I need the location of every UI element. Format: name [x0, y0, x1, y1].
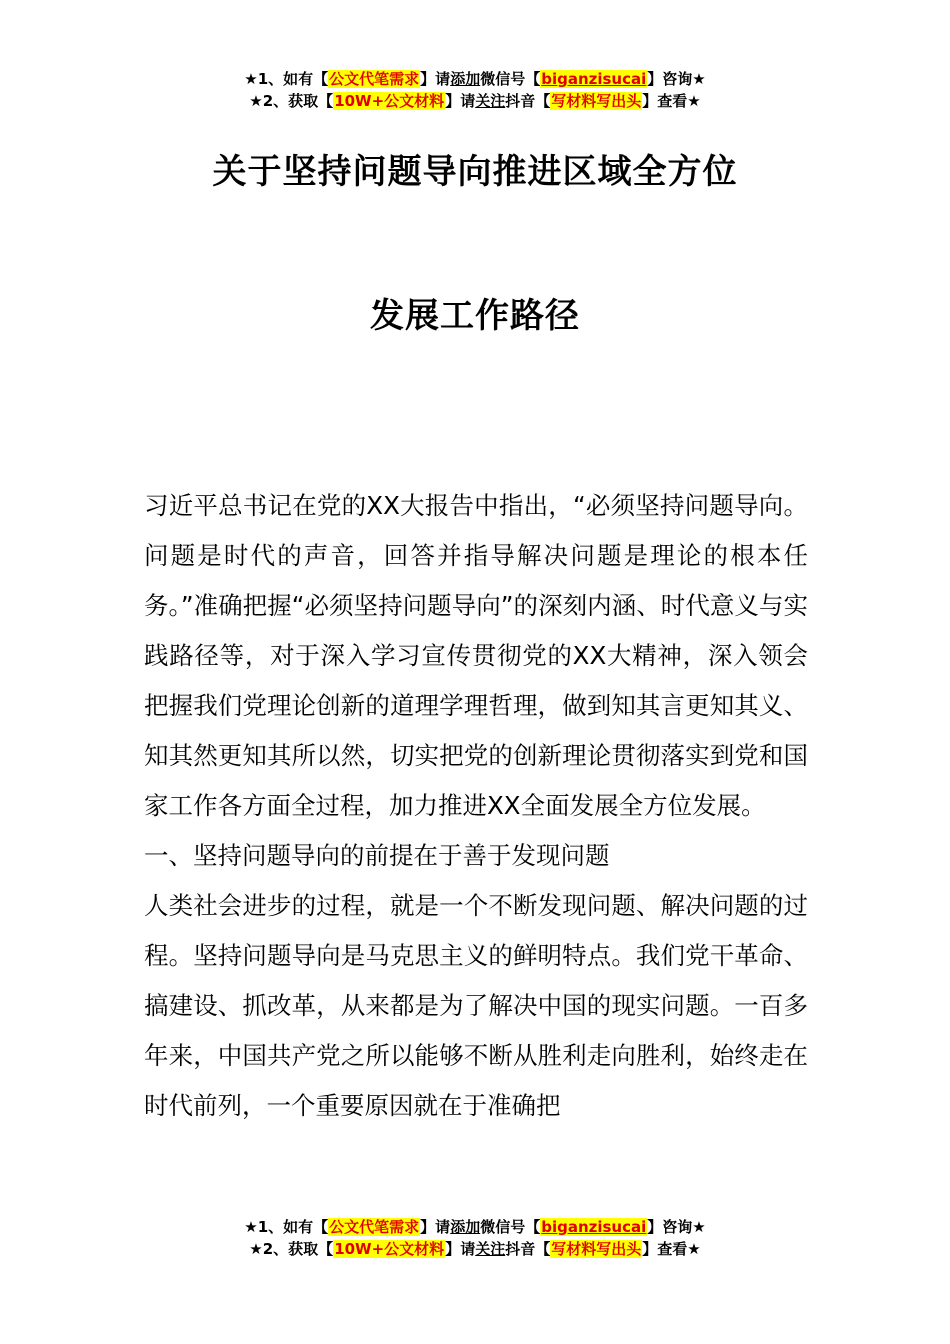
- promo-highlight-service: 公文代笔需求: [329, 1218, 420, 1236]
- promo-line-2: ★2、获取【10W+公文材料】请关注抖音【写材料写出头】查看★: [249, 1240, 701, 1258]
- promo-wechat-id[interactable]: biganzisucai: [541, 1218, 647, 1236]
- promo-wechat-id[interactable]: biganzisucai: [541, 70, 647, 88]
- promo-douyin-account: 写材料写出头: [551, 1240, 642, 1258]
- paragraph-intro: 习近平总书记在党的XX大报告中指出，“必须坚持问题导向。问题是时代的声音，回答并指导解决问题是理论的根本任务。”准确把握“必须坚持问题导向”的深刻内涵、时代意义与实践路径等，对于深入学习宣传贯彻党的XX大精神，深入领会把握我们党理论创新的道理学理哲理，做到知其言更知其义、知其然更知其所以然，切实把党的创新理论贯彻落实到党和国家工作各方面全过程，加力推进XX全面发展全方位发展。: [144, 491, 808, 820]
- promo-highlight-service: 公文代笔需求: [329, 70, 420, 88]
- document-title-line-2: 发展工作路径: [370, 296, 580, 336]
- promo-highlight-materials: 10W+公文材料: [334, 92, 445, 110]
- promo-line-2: ★2、获取【10W+公文材料】请关注抖音【写材料写出头】查看★: [249, 92, 701, 110]
- bottom-promo-banner: [0, 1216, 950, 1260]
- promo-highlight-materials: 10W+公文材料: [334, 1240, 445, 1258]
- document-title-line-1: 关于坚持问题导向推进区域全方位: [212, 152, 738, 192]
- promo-line-1: ★1、如有【公文代笔需求】请添加微信号【biganzisucai】咨询★: [244, 1218, 706, 1236]
- document-body: [144, 481, 808, 1131]
- top-promo-banner: [0, 68, 950, 112]
- promo-line-1: ★1、如有【公文代笔需求】请添加微信号【biganzisucai】咨询★: [244, 70, 706, 88]
- promo-douyin-account: 写材料写出头: [551, 92, 642, 110]
- section-heading-1: 一、坚持问题导向的前提在于善于发现问题: [144, 841, 610, 870]
- paragraph-section-1: 人类社会进步的过程，就是一个不断发现问题、解决问题的过程。坚持问题导向是马克思主义的鲜明特点。我们党干革命、搞建设、抓改革，从来都是为了解决中国的现实问题。一百多年来，中国共产党之所以能够不断从胜利走向胜利，始终走在时代前列，一个重要原因就在于准确把: [144, 891, 808, 1120]
